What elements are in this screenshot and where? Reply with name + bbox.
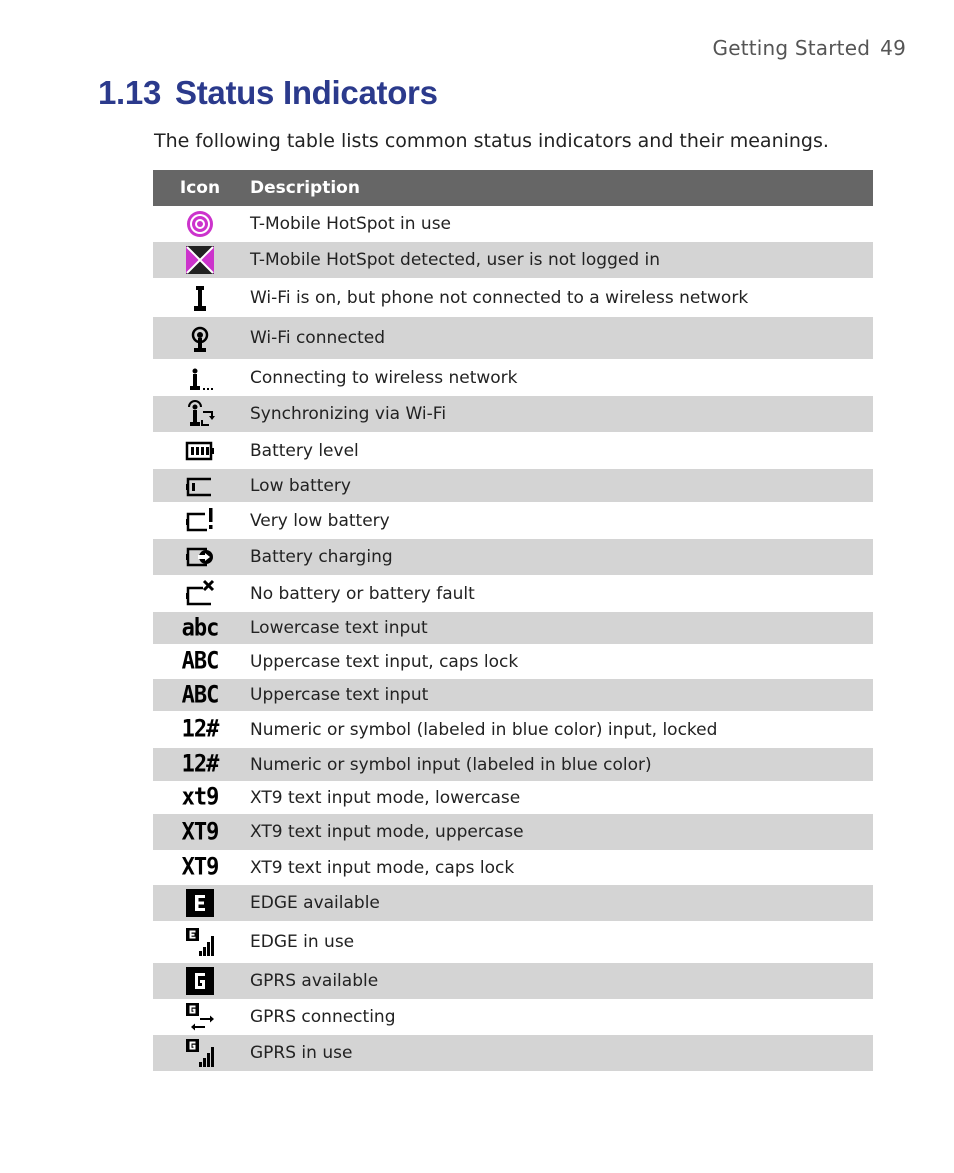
table-row <box>153 575 873 612</box>
column-header-icon: Icon <box>153 170 247 206</box>
table-row <box>153 963 873 999</box>
table-row <box>153 679 873 711</box>
running-head <box>713 36 907 60</box>
gprs-in-use-icon <box>185 1038 215 1068</box>
table-row <box>153 885 873 921</box>
battery-low-icon <box>185 471 215 501</box>
column-header-description: Description <box>247 170 873 206</box>
edge-available-icon <box>185 888 215 918</box>
table-row <box>153 502 873 539</box>
wifi-on-icon <box>185 283 215 313</box>
row-description: Lowercase text input <box>247 612 873 644</box>
row-description: T-Mobile HotSpot in use <box>250 214 452 234</box>
table-row <box>153 278 873 317</box>
page-title <box>98 74 438 112</box>
row-description: GPRS connecting <box>250 1007 396 1027</box>
table-row <box>153 644 873 679</box>
numeric-icon: 12# <box>181 750 219 779</box>
table-row <box>153 921 873 963</box>
section-title: Status Indicators <box>175 74 438 111</box>
row-description: No battery or battery fault <box>250 583 475 604</box>
page-number: 49 <box>880 36 906 60</box>
table-row <box>153 814 873 850</box>
table-row <box>153 359 873 396</box>
wifi-sync-icon <box>185 399 215 429</box>
row-description: GPRS available <box>247 963 873 999</box>
table-header <box>153 170 873 206</box>
row-description: Connecting to wireless network <box>250 367 518 388</box>
abc-caps-lock-icon: ABC <box>181 647 219 676</box>
table-row <box>153 432 873 469</box>
xt9-uppercase-icon: XT9 <box>181 818 219 846</box>
table-row <box>153 1035 873 1071</box>
row-description: Synchronizing via Wi-Fi <box>247 396 873 432</box>
row-description: Uppercase text input, caps lock <box>250 651 519 672</box>
row-description: Wi-Fi connected <box>247 317 873 359</box>
battery-charging-icon <box>185 542 215 572</box>
table-row <box>153 206 873 242</box>
table-row <box>153 242 873 278</box>
row-description: XT9 text input mode, caps lock <box>250 857 515 878</box>
table-row <box>153 317 873 359</box>
row-description: XT9 text input mode, uppercase <box>247 814 873 850</box>
gprs-available-icon <box>185 966 215 996</box>
table-row <box>153 539 873 575</box>
battery-fault-icon <box>185 579 215 609</box>
row-description: Numeric or symbol input (labeled in blue color) <box>247 748 873 781</box>
row-description: Very low battery <box>250 510 390 531</box>
table-row <box>153 781 873 814</box>
intro-text: The following table lists common status indicators and their meanings. <box>154 130 829 152</box>
xt9-caps-lock-icon: XT9 <box>181 853 219 882</box>
table-row <box>153 396 873 432</box>
battery-level-icon <box>185 436 215 466</box>
numeric-locked-icon: 12# <box>181 715 219 744</box>
gprs-connecting-icon <box>185 1002 215 1032</box>
battery-very-low-icon <box>185 506 215 536</box>
row-description: Uppercase text input <box>247 679 873 711</box>
status-indicators-table <box>153 170 873 1071</box>
section-number: 1.13 <box>98 74 162 111</box>
wifi-connecting-icon <box>185 363 215 393</box>
hotspot-in-use-icon <box>185 209 215 239</box>
row-description: Battery level <box>250 440 359 461</box>
xt9-lowercase-icon: xt9 <box>181 783 219 812</box>
row-description: Low battery <box>247 469 873 502</box>
edge-in-use-icon <box>185 927 215 957</box>
hotspot-detected-icon <box>185 245 215 275</box>
row-description: EDGE in use <box>250 932 355 952</box>
row-description: Wi-Fi is on, but phone not connected to a wireless network <box>250 287 749 308</box>
row-description: Battery charging <box>247 539 873 575</box>
row-description: EDGE available <box>247 885 873 921</box>
row-description: Numeric or symbol (labeled in blue color) input, locked <box>250 719 718 740</box>
table-row <box>153 711 873 748</box>
table-row <box>153 469 873 502</box>
abc-uppercase-icon: ABC <box>181 681 219 709</box>
table-row <box>153 748 873 781</box>
row-description: GPRS in use <box>247 1035 873 1071</box>
table-row <box>153 850 873 885</box>
row-description: T-Mobile HotSpot detected, user is not logged in <box>247 242 873 278</box>
abc-lowercase-icon: abc <box>181 614 219 642</box>
table-row <box>153 999 873 1035</box>
wifi-connected-icon <box>185 323 215 353</box>
section-name: Getting Started <box>712 36 871 60</box>
table-row <box>153 612 873 644</box>
row-description: XT9 text input mode, lowercase <box>250 787 521 808</box>
